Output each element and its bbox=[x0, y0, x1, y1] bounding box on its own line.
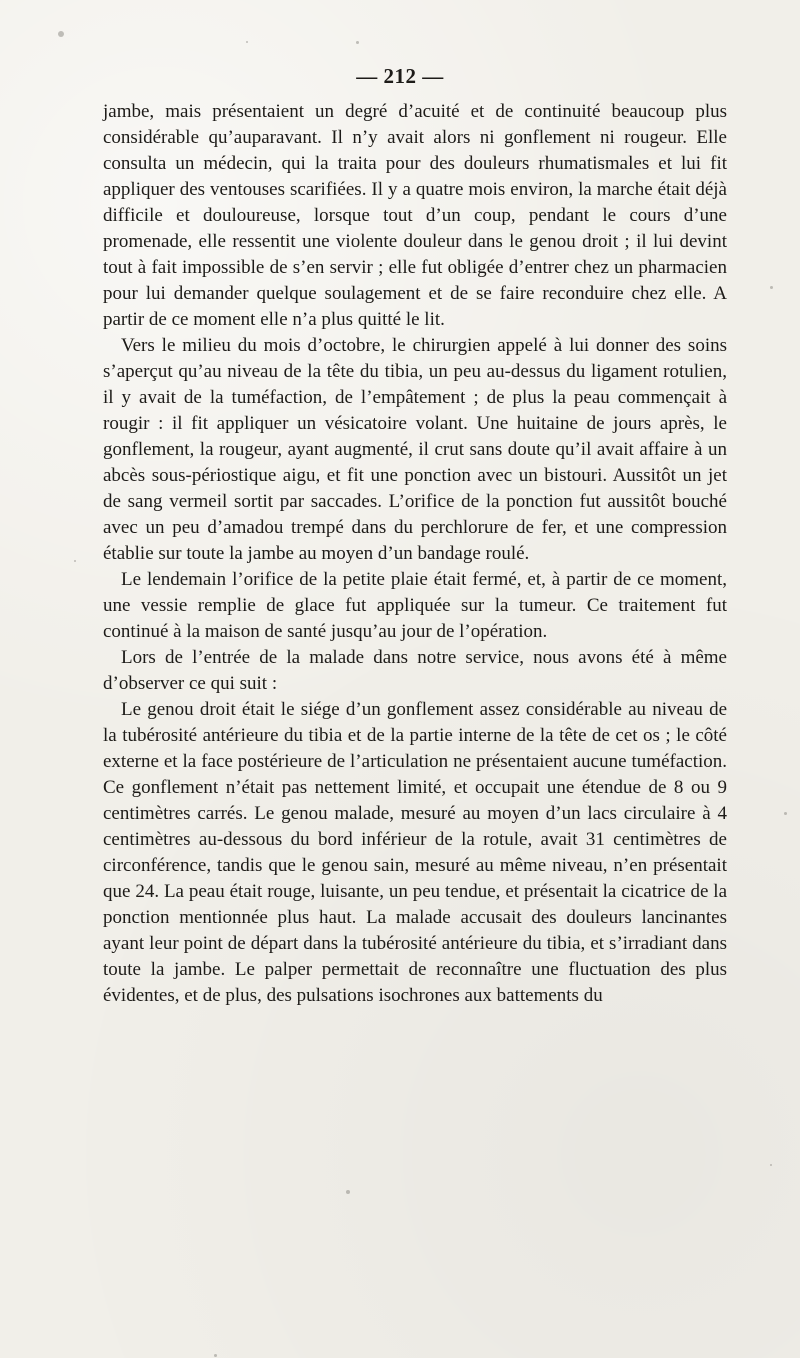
paragraph-3: Le lendemain l’orifice de la petite plaie était fermé, et, à partir de ce moment, une vessie remplie de glace fut appliquée sur la tumeur. Ce traitement fut continué à la maison de santé jusqu’au jour de l’opération. bbox=[103, 569, 727, 642]
speck bbox=[74, 560, 76, 562]
speck bbox=[214, 1354, 217, 1357]
speck bbox=[356, 41, 359, 44]
body-text bbox=[103, 99, 727, 1009]
page-number: — 212 — bbox=[356, 64, 444, 88]
speck bbox=[58, 31, 64, 37]
speck bbox=[770, 286, 773, 289]
speck bbox=[770, 1164, 772, 1166]
speck bbox=[346, 1190, 350, 1194]
paragraph-4: Lors de l’entrée de la malade dans notre service, nous avons été à même d’observer ce qui suit : bbox=[103, 647, 727, 694]
speck bbox=[784, 812, 787, 815]
paragraph-2: Vers le milieu du mois d’octobre, le chirurgien appelé à lui donner des soins s’aperçut qu’au niveau de la tête du tibia, un peu au-dessus du ligament rotulien, il y avait de la tuméfaction, de l’empâtement ; de plus la peau commençait à rougir : il fit appliquer un vésicatoire volant. Une huitaine de jours après, le gonflement, la rougeur, ayant augmenté, il crut sans doute qu’il avait affaire à un abcès sous-périostique aigu, et fit une ponction avec un bistouri. Aussitôt un jet de sang vermeil sortit par saccades. L’orifice de la ponction fut aussitôt bouché avec un peu d’amadou trempé dans du perchlorure de fer, et une compression établie sur toute la jambe au moyen d’un bandage roulé. bbox=[103, 335, 727, 564]
paragraph-5: Le genou droit était le siége d’un gonflement assez considérable au niveau de la tubérosité antérieure du tibia et de la partie interne de la tête de cet os ; le côté externe et la face postérieure de l’articulation ne présentaient aucune tuméfaction. Ce gonflement n’était pas nettement limité, et occupait une étendue de 8 ou 9 centimètres carrés. Le genou malade, mesuré au moyen d’un lacs circulaire à 4 centimètres au-dessous du bord inférieur de la rotule, avait 31 centimètres de circonférence, tandis que le genou sain, mesuré au même niveau, n’en présentait que 24. La peau était rouge, luisante, un peu tendue, et présentait la cicatrice de la ponction mentionnée plus haut. La malade accusait des douleurs lancinantes ayant leur point de départ dans la tubérosité antérieure du tibia, et s’irradiant dans toute la jambe. Le palper permettait de reconnaître une fluctuation des plus évidentes, et de plus, des pulsations isochrones aux battements du bbox=[103, 699, 727, 1006]
speck bbox=[246, 41, 248, 43]
paragraph-1: jambe, mais présentaient un degré d’acuité et de continuité beaucoup plus considérable qu’auparavant. Il n’y avait alors ni gonflement ni rougeur. Elle consulta un médecin, qui la traita pour des douleurs rhumatismales et lui fit appliquer des ventouses scarifiées. Il y a quatre mois environ, la marche était déjà difficile et douloureuse, lorsque tout d’un coup, pendant le cours d’une promenade, elle ressentit une violente douleur dans le genou droit ; il lui devint tout à fait impossible de s’en servir ; elle fut obligée d’entrer chez un pharmacien pour lui demander quelque soulagement et de se faire reconduire chez elle. A partir de ce moment elle n’a plus quitté le lit. bbox=[103, 101, 727, 330]
